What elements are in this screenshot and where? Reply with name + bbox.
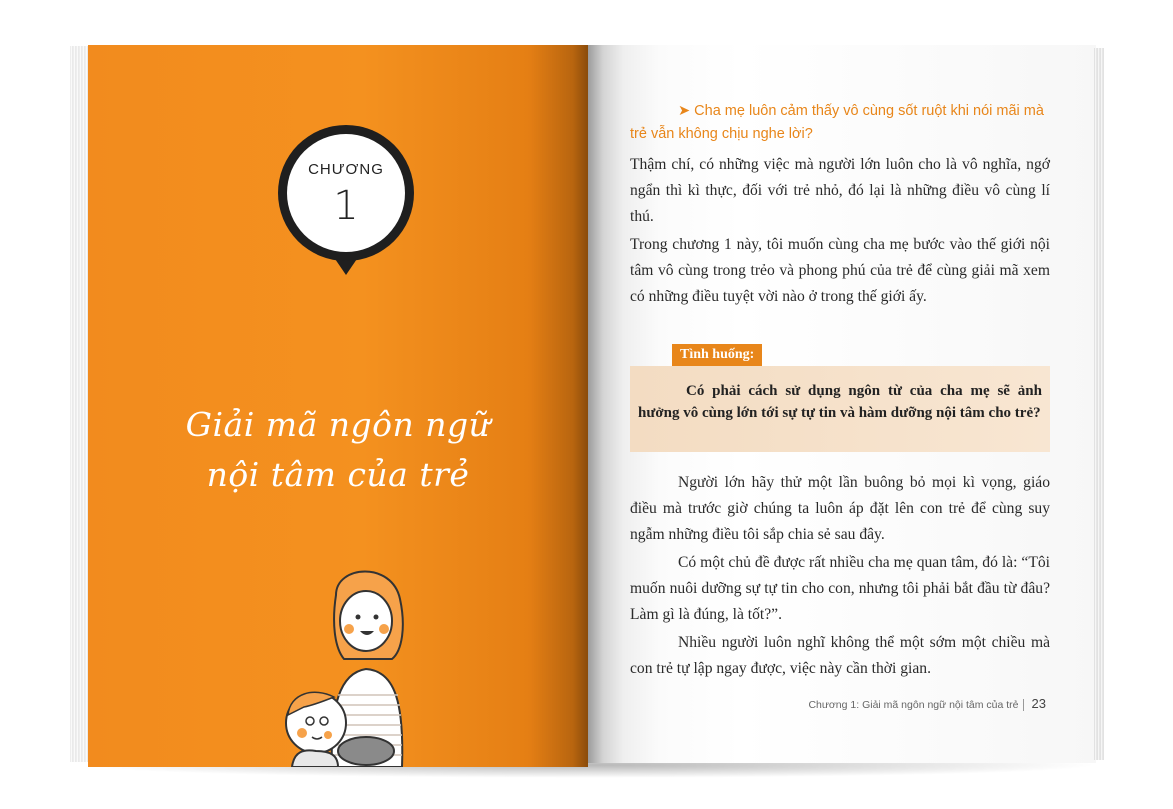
footer-divider xyxy=(1023,699,1024,711)
paragraph-1: Thậm chí, có những việc mà người lớn luôn cho là vô nghĩa, ngớ ngẩn thì kì thực, đối với trẻ nhỏ, đó lại là những điều vô cùng lí thú. xyxy=(630,156,1050,225)
paragraph-5: Nhiều người luôn nghĩ không thể một sớm một chiều mà con trẻ tự lập ngay được, việc này cần thời gian. xyxy=(630,634,1050,677)
chapter-title-line-2: nội tâm của trẻ xyxy=(206,455,470,494)
mother-child-illustration xyxy=(274,555,434,767)
chapter-title-line-1: Giải mã ngôn ngữ xyxy=(185,405,491,444)
paragraph-4: Có một chủ đề được rất nhiều cha mẹ quan tâm, đó là: “Tôi muốn nuôi dưỡng sự tự tin cho con, nhưng tôi phải bắt đầu từ đâu? Làm gì là đúng, là tốt?”. xyxy=(630,554,1050,623)
situation-box xyxy=(630,366,1050,452)
chapter-marker xyxy=(276,125,416,295)
chapter-number: 1 xyxy=(333,183,359,229)
question-heading: ➤ Cha mẹ luôn cảm thấy vô cùng sốt ruột khi nói mãi mà trẻ vẫn không chịu nghe lời? xyxy=(630,103,1044,142)
left-page xyxy=(88,45,588,767)
right-page-edges xyxy=(1094,48,1104,760)
paragraph-2: Trong chương 1 này, tôi muốn cùng cha mẹ bước vào thế giới nội tâm vô cùng trong trẻo và phong phú của trẻ để cùng giải mã xem có những điều tuyệt vời nào ở trong thế giới ấy. xyxy=(630,236,1050,305)
page-footer xyxy=(740,696,1046,711)
page-number: 23 xyxy=(1031,696,1046,711)
chapter-word: CHƯƠNG xyxy=(308,161,384,178)
situation-text: Có phải cách sử dụng ngôn từ của cha mẹ sẽ ảnh hưởng vô cùng lớn tới sự tự tin và hàm dưỡng nội tâm cho trẻ? xyxy=(638,383,1042,421)
footer-chapter-text: Chương 1: Giải mã ngôn ngữ nội tâm của trẻ xyxy=(808,699,1019,711)
paragraph-3: Người lớn hãy thử một lần buông bỏ mọi kì vọng, giáo điều mà trước giờ chúng ta luôn áp đặt lên con trẻ để cùng suy ngẫm những điều tôi sắp chia sẻ sau đây. xyxy=(630,474,1050,543)
situation-label: Tình huống: xyxy=(672,344,762,366)
